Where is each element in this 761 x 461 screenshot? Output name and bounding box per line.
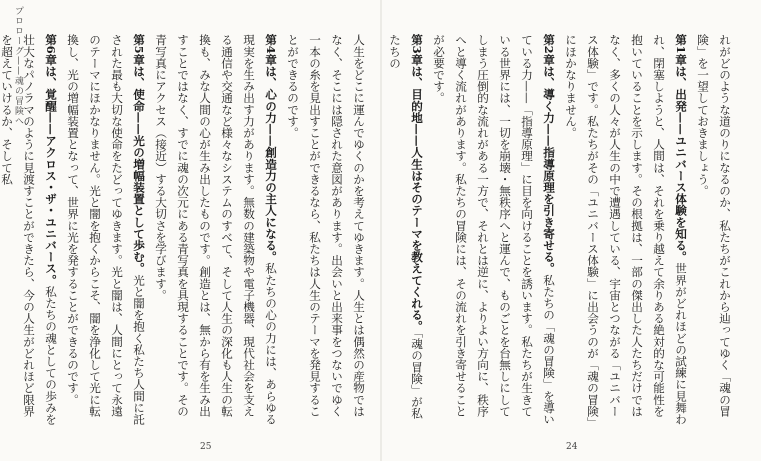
chapter-5-body: 光と闇を抱く私たち人間に託された最も大切な使命をたどってゆきます。光と闇は、人間にとって永遠のテーマにほかなりません。光と闇を抱くからこそ、闇を浄化して光に転換し、光の増幅装置となって、世界に光を発することができるのです。: [66, 34, 146, 425]
left-paragraph-2: [150, 34, 282, 426]
chapter-6-body: 私たちの魂としての歩みを壮大なパノラマのように見渡すことができたら、今の人生がどれほど限界を超えていけるか、そして私: [0, 34, 58, 425]
running-head: プロローグ——魂の冒険へ: [13, 6, 23, 126]
right-paragraph-4: [384, 34, 428, 426]
page-number-left: 25: [200, 442, 212, 452]
right-paragraph-1: れがどのような道のりになるのか、私たちがこれから辿ってゆく「魂の冒険」を一望しておきましょう。: [696, 34, 732, 417]
chapter-1-body: 世界がどれほどの試練に見舞われ、閉塞しようと、人間は、それを乗り越えて余りある絶対的な可能性を抱いていることを示します。その根拠は、一部の傑出した人たちだけではなく、多くの人々が人生の中で遭遇している、宇宙とつながる「ユニバース体験」です。私たちがその「ユニバース体験」に出会うのが「魂の冒険」にほかなりません。: [564, 34, 688, 425]
left-paragraph-3: [62, 34, 150, 426]
page-number-right: 24: [566, 442, 578, 452]
chapter-6-title: 第6章は、覚醒——アクロス・ザ・ユニバース。: [44, 34, 58, 286]
right-paragraph-2: [560, 34, 692, 426]
chapter-2-body: 私たちの「魂の冒険」を導いている力——「指導原理」に目を向けることを誘います。私たちが生きている世界には、一切を崩壊・無秩序へと運んで、ものごとを台無しにしてしまう圧倒的な流れがある一方で、それとは逆に、よりよい方向に、秩序へと導く流れがあります。私たちの冒険には、その流れを引き寄せることが必要です。: [432, 34, 556, 425]
left-paragraph-4: [0, 34, 62, 426]
right-page-text: [388, 34, 736, 426]
chapter-3-title: 第3章は、目的地——人生はそのテーマを教えてくれる。: [410, 34, 424, 333]
chapter-4-body: 私たちの心の力には、あらゆる現実を生み出す力があります。無数の建築物や電子機器、現代社会を支える通信や交通など様々なシステムのすべて、そして人生の深化も人生の転換も、みな人間の心が生み出したものです。創造とは、無から有を生み出すことではなく、すでに魂の次元にある青写真を具現することです。その青写真にアクセス（接近）する大切さを学びます。: [154, 34, 278, 425]
right-paragraph-3: [428, 34, 560, 426]
page-gutter: [380, 0, 382, 461]
left-paragraph-1: 人生をどこに運んでゆくのかを考えてゆきます。人生とは偶然の産物ではなく、そこには隠された意図があります。出会いと出来事をつないでゆく一本の糸を見出すことができるなら、私たちは人生のテーマを発見することができるのです。: [286, 34, 366, 417]
chapter-2-title: 第2章は、導く力——指導原理を引き寄せる。: [542, 34, 556, 275]
chapter-4-title: 第4章は、心の力——創造力の主人になる。: [264, 34, 278, 263]
chapter-5-title: 第5章は、使命——光の増幅装置として歩む。: [132, 34, 146, 275]
chapter-1-title: 第1章は、出発——ユニバース体験を知る。: [674, 34, 688, 263]
chapter-3-body: 「魂の冒険」が私たちの: [388, 34, 424, 420]
